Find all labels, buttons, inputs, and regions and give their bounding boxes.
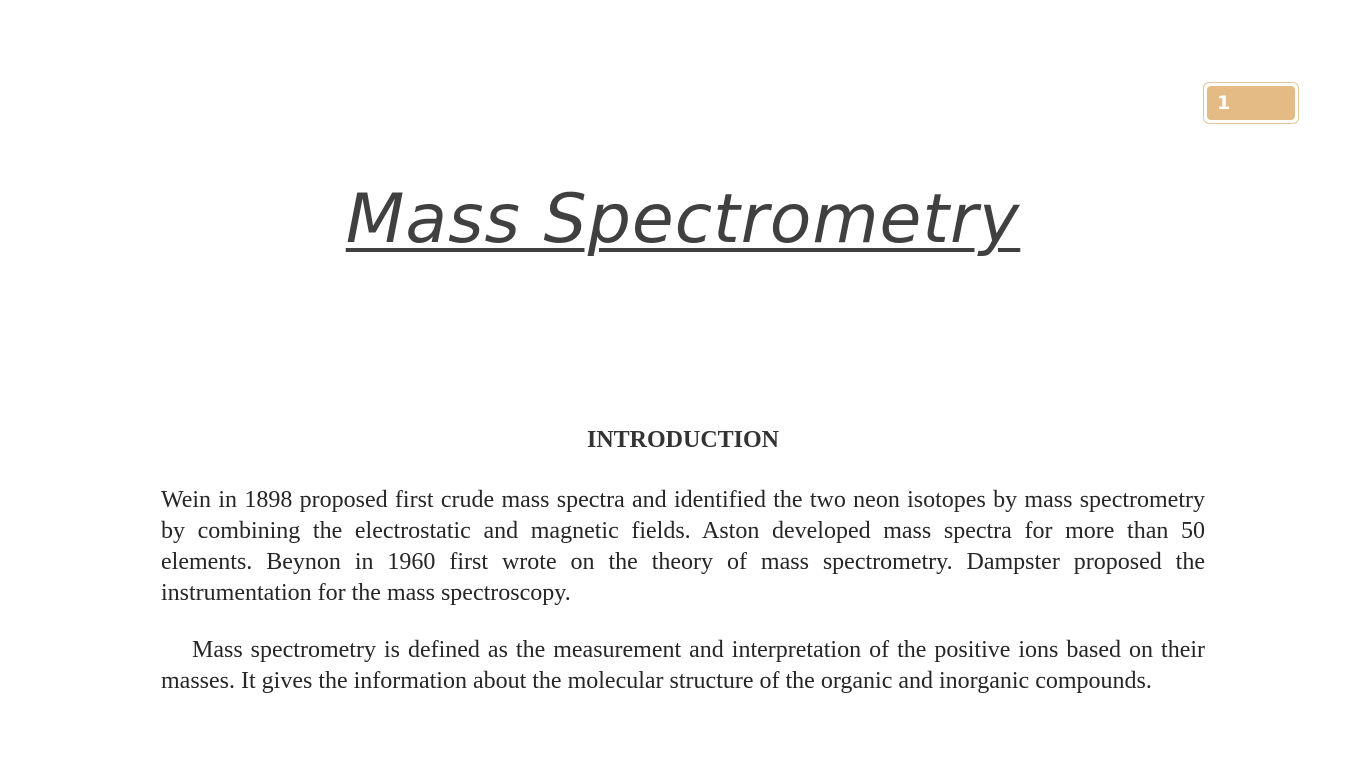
paragraph: Wein in 1898 proposed first crude mass spectra and identified the two neon isotopes by mass spectrometry by combining the electrostatic and magnetic fields. Aston developed mass spectra for more than 50 elements. Beynon in 1960 first wrote on the theory of mass spectrometry. Dampster proposed the instrumentation for the mass spectroscopy.: [161, 487, 1205, 606]
page-number-badge: [1203, 82, 1299, 124]
page-number: 1: [1207, 86, 1295, 120]
document-title: Mass Spectrometry: [345, 180, 1021, 259]
document-title-container: [0, 180, 1366, 259]
section-heading: INTRODUCTION: [586, 427, 780, 453]
paragraph: Mass spectrometry is defined as the measurement and interpretation of the positive ions based on their masses. It gives the information about the molecular structure of the organic and inorganic compounds.: [161, 637, 1205, 694]
